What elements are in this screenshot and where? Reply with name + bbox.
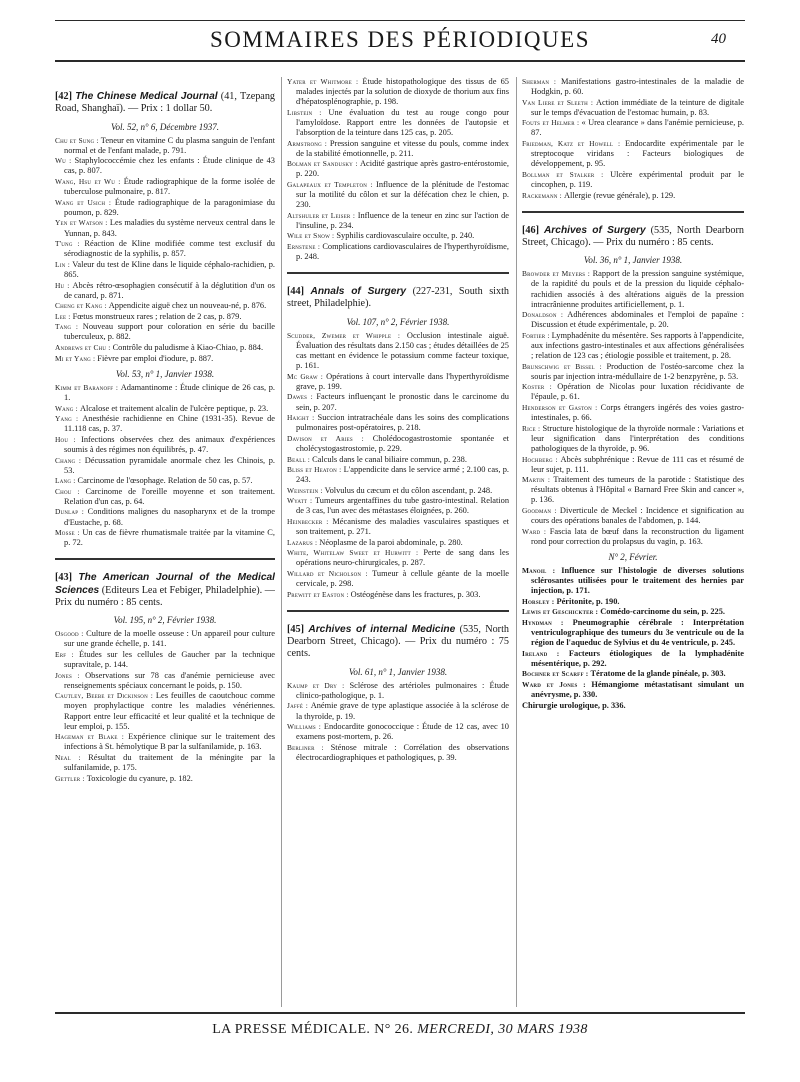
article-entry — [55, 691, 275, 731]
article-authors: Chou : — [55, 486, 86, 496]
article-authors: Sherman : — [522, 77, 561, 86]
article-authors: Donaldson : — [522, 310, 568, 320]
journal-title: The Chinese Medical Journal — [75, 91, 218, 102]
article-authors: Weinstein : — [287, 485, 325, 495]
article-entry — [287, 538, 509, 548]
article-authors: Wang et Usich : — [55, 197, 115, 207]
article-title: Allergie (revue générale), p. 129. — [563, 190, 676, 200]
article-authors: Wang : — [55, 403, 80, 413]
article-entry — [522, 310, 744, 330]
article-title: Chirurgie urologique, p. 336. — [522, 700, 626, 710]
article-authors: Manoil : — [522, 565, 562, 575]
article-entry — [287, 701, 509, 721]
article-title: Manifestations gastro-intestinales de la maladie de Hodgkin, p. 60. — [531, 77, 744, 97]
article-title: Abcès rétro-œsophagien consécutif à la déglutition d'un os de canard, p. 871. — [64, 280, 275, 300]
article-entry — [55, 732, 275, 752]
article-title: Pression sanguine et vitesse du pouls, comme index de la stabilité émotionnelle, p. 211. — [296, 138, 509, 158]
article-entry — [55, 629, 275, 649]
article-title: Production de l'ostéo-sarcome chez la souris par injection intra-médullaire de 1-2 benzpyrène, p. 53. — [531, 361, 744, 381]
article-entry — [522, 403, 744, 423]
article-title: Facteurs influençant le pronostic dans le carcinome du sein, p. 207. — [296, 392, 509, 412]
article-title: Une évaluation du test au rouge congo pour l'amyloïdose. Rapport entre les données de l'autopsie et l'absorption de la teinture dans 125 cas, p. 205. — [296, 107, 509, 137]
issue-label: Vol. 53, n° 1, Janvier 1938. — [115, 368, 215, 379]
article-title: Décussation pyramidale anormale chez les Chinois, p. 53. — [64, 455, 275, 475]
article-entry — [55, 239, 275, 259]
article-authors: Chu et Sung : — [55, 135, 101, 145]
article-title: Étude histopathologique des tissus de 65 malades injectés par la solution de dioxyde de thorium aux fins d'hépatosplénographie, p. 198. — [296, 77, 509, 107]
article-title: Carcinome de l'oreille moyenne et son traitement. Relation d'un cas, p. 64. — [64, 486, 275, 506]
article-title: Fièvre par emploi d'iodure, p. 887. — [97, 353, 214, 363]
footer-date: MERCREDI, 30 MARS 1938 — [417, 1022, 588, 1037]
article-entry — [55, 156, 275, 176]
article-entry — [55, 650, 275, 670]
section-number: [42] — [55, 91, 72, 102]
article-title: Opérations à court intervalle dans l'hyperthyroïdisme grave, p. 199. — [296, 371, 509, 391]
article-title: « Urea clearance » dans l'anémie pernicieuse, p. 87. — [531, 118, 744, 138]
article-entry — [522, 424, 744, 454]
article-authors: Ward : — [522, 526, 550, 536]
article-authors: Van Liere et Sleeth : — [522, 97, 596, 107]
article-entry — [287, 743, 509, 763]
column-divider — [516, 77, 517, 1007]
journal-title: Annals of Surgery — [310, 286, 407, 298]
article-entry — [287, 77, 509, 107]
article-title: Tumeurs argentaffines du tube gastro-intestinal. Relation de 3 cas, l'un avec des métastases éloignées, p. 260. — [296, 496, 509, 516]
article-authors: Haight : — [287, 413, 318, 423]
article-title: Études sur les cellules de Gaucher par la technique supravitale, p. 144. — [64, 650, 275, 670]
article-authors: Ireland : — [522, 648, 569, 658]
article-authors: Libstein : — [287, 107, 329, 117]
article-authors: Kimm et Baranoff : — [55, 382, 121, 392]
article-title: Appendicite aiguë chez un nouveau-né, p. 876. — [108, 301, 267, 311]
section-number: [43] — [55, 572, 72, 584]
footer-publication: LA PRESSE MÉDICALE. N° 26. — [212, 1022, 414, 1037]
article-authors: Jones : — [55, 670, 86, 680]
article-title: Teneur en vitamine C du plasma sanguin de l'enfant normal et de l'enfant malade, p. 791. — [64, 135, 275, 155]
article-entry — [287, 434, 509, 454]
section-heading-43 — [55, 572, 275, 609]
article-title: Succion intratrachéale dans les soins des complications pulmonaires post-opératoires, p. 218. — [296, 413, 509, 433]
article-title: Staphylococcémie chez les enfants : Étude clinique de 43 cas, p. 807. — [64, 156, 275, 176]
article-entry — [287, 108, 509, 138]
article-authors: Fouts et Helmer : — [522, 118, 582, 128]
article-authors: Wile et Snow : — [287, 231, 337, 241]
article-entry — [55, 343, 275, 353]
article-entry — [55, 404, 275, 414]
article-authors: Bliss et Heaton : — [287, 465, 344, 475]
article-entry — [287, 496, 509, 516]
article-entry — [287, 211, 509, 231]
article-entry — [522, 77, 744, 97]
issue-label: Vol. 36, n° 1, Janvier 1938. — [583, 255, 683, 266]
article-authors: Yang : — [55, 414, 83, 424]
article-authors: Hageman et Blake : — [55, 732, 129, 742]
article-authors: Willard et Nicholson : — [287, 569, 373, 579]
section-divider — [55, 558, 275, 560]
article-title: Ulcère expérimental produit par le cincophen, p. 119. — [531, 169, 744, 189]
section-heading-45 — [287, 624, 509, 661]
article-entry — [287, 372, 509, 392]
article-title: Conditions malignes du nasopharynx et de la trompe d'Eustache, p. 68. — [64, 507, 275, 527]
article-authors: Yater et Whitmore : — [287, 77, 363, 86]
article-title: Diverticule de Meckel : Incidence et signification au cours des opérations banales de l'abdomen, p. 144. — [531, 505, 744, 526]
article-entry — [287, 455, 509, 465]
article-entry — [522, 597, 744, 607]
column-divider — [281, 77, 282, 1007]
article-authors: Williams : — [287, 722, 324, 732]
article-entry — [287, 180, 509, 210]
article-entry — [522, 269, 744, 309]
section-divider — [522, 211, 744, 213]
article-entry — [55, 435, 275, 455]
article-title: Culture de la moelle osseuse : Un appareil pour culture sur une grande échelle, p. 141. — [64, 629, 275, 649]
section-divider — [287, 272, 509, 274]
article-authors: Hyndman : — [522, 617, 573, 627]
issue-label: Vol. 107, n° 2, Février 1938. — [346, 316, 450, 327]
article-authors: Horsley : — [522, 596, 557, 606]
article-title: Rapport de la pression sanguine systémique, de la rapidité du pouls et de la pression du liquide céphalo-rachidien associés à des altérations aiguës de la pression intracrânienne produites artificiellement, p. 1. — [531, 269, 744, 309]
article-title: Influence de la teneur en zinc sur l'action de l'insuline, p. 234. — [296, 210, 509, 230]
article-title: Endocardite expérimentale par le streptocoque viridans : Facteurs biologiques de développement, p. 95. — [531, 139, 744, 169]
article-authors: Armstrong : — [287, 138, 330, 148]
article-authors: Galapeaux et Templeton : — [287, 179, 377, 189]
article-title: Adamantinome : Étude clinique de 26 cas, p. 1. — [64, 382, 275, 402]
article-list — [287, 681, 509, 763]
article-authors: Jaffé : — [287, 701, 311, 711]
article-entry — [522, 170, 744, 190]
article-entry — [287, 722, 509, 742]
article-title: Cholédocogastrostomie spontanée et cholécystogastrostomie, p. 229. — [296, 433, 509, 453]
article-entry — [287, 139, 509, 159]
article-title: Action immédiate de la teinture de digitale sur le temps d'évacuation de l'estomac humain, p. 83. — [531, 97, 744, 117]
article-authors: Hu : — [55, 280, 73, 290]
article-entry — [55, 487, 275, 507]
article-list — [55, 629, 275, 783]
article-authors: Hochberg : — [522, 454, 561, 464]
article-authors: Dunlap : — [55, 507, 88, 517]
article-entry — [55, 312, 275, 322]
article-authors: Lewis et Geschickter : — [522, 607, 601, 617]
article-entry — [522, 701, 744, 711]
article-title: Résultat du traitement de la méningite par la sulfanilamide, p. 175. — [64, 752, 275, 773]
journal-details: (Editeurs Lea et Febiger, Philadelphie). — Prix du numéro : 85 cents. — [55, 584, 275, 608]
article-authors: Friedman, Katz et Howell : — [522, 139, 625, 149]
article-title: L'appendicite dans le service armé ; 2.100 cas, p. 243. — [296, 465, 509, 485]
article-title: Complications cardiovasculaires de l'hyperthyroïdisme, p. 248. — [296, 242, 509, 262]
article-entry — [55, 301, 275, 311]
article-entry — [287, 681, 509, 701]
article-authors: Lee : — [55, 311, 73, 321]
article-title: Anesthésie rachidienne en Chine (1931-35). Revue de 11.118 cas, p. 37. — [64, 414, 275, 434]
article-title: Acidité gastrique après gastro-entérostomie, p. 220. — [296, 159, 509, 179]
article-title: Calculs dans le canal biliaire commun, p. 238. — [312, 454, 467, 464]
article-entry — [522, 680, 744, 700]
section-heading-42 — [55, 91, 275, 116]
article-title: Sténose mitrale : Corrélation des observations électrocardiographiques et pathologiques, p. 39. — [296, 742, 509, 762]
article-authors: Erf : — [55, 650, 80, 660]
article-entry — [55, 218, 275, 238]
issue-label: Vol. 195, n° 2, Février 1938. — [113, 615, 217, 626]
article-authors: Mc Graw : — [287, 371, 327, 381]
article-authors: Heinbecker : — [287, 517, 333, 527]
article-entry — [55, 177, 275, 197]
article-authors: Hou : — [55, 434, 82, 444]
article-entry — [287, 548, 509, 568]
article-entry — [55, 322, 275, 342]
article-title: Carcinome de l'œsophage. Relation de 50 cas, p. 57. — [77, 476, 253, 486]
article-authors: Brunschwig et Bissel : — [522, 361, 607, 371]
article-entry — [522, 118, 744, 138]
article-title: Observations sur 78 cas d'anémie pernicieuse avec renseignements spéciaux concernant le poids, p. 150. — [64, 670, 275, 690]
article-authors: Mosse : — [55, 528, 83, 538]
article-entry — [287, 569, 509, 589]
header-rule-top — [55, 20, 745, 21]
article-title: Étude radiographique de la paragonimiase du poumon, p. 829. — [64, 197, 275, 217]
article-authors: Bolman et Sandusky : — [287, 159, 360, 169]
footer — [0, 1022, 800, 1038]
article-authors: Lang : — [55, 476, 78, 486]
article-entry — [55, 260, 275, 280]
article-entry — [287, 413, 509, 433]
article-entry — [55, 774, 275, 784]
article-entry — [522, 191, 744, 201]
journal-details: (535, North Dearborn Street, Chicago). — Prix du numéro : 85 cents. — [522, 224, 744, 248]
article-entry — [522, 566, 744, 596]
article-title: Corps étrangers ingérés des voies gastro-intestinales, p. 66. — [531, 403, 744, 423]
article-authors: Ward et Jones : — [522, 679, 592, 689]
article-authors: Lin : — [55, 259, 73, 269]
article-entry — [522, 475, 744, 505]
article-entry — [522, 331, 744, 361]
article-authors: Yen et Watson : — [55, 218, 110, 228]
article-title: Sclérose des artérioles pulmonaires : Étude clinico-pathologique, p. 1. — [296, 680, 509, 700]
article-list — [522, 269, 744, 547]
article-title: Adhérences abdominales et l'emploi de papaïne : Discussion et étude expérimentale, p. 20. — [531, 310, 744, 330]
article-authors: Martin : — [522, 475, 554, 485]
article-title: Ostéogénèse dans les fractures, p. 303. — [350, 589, 481, 599]
article-authors: Mi et Yang : — [55, 353, 98, 363]
article-authors: Goodman : — [522, 505, 560, 515]
article-title: Les feuilles de caoutchouc comme moyen prophylactique contre les maladies vénériennes. Rapport entre leur efficacité et leur qualité et la technique de leur emploi, p. 155. — [64, 691, 275, 731]
article-entry — [287, 590, 509, 600]
article-entry — [55, 753, 275, 773]
article-title: Lymphadénite du mésentère. Ses rapports à l'appendicite, aux infections gastro-intestinales et aux affections généralisées ; relation de 123 cas ; étiologie possible et traitement, p. 28. — [531, 330, 744, 361]
article-authors: Cheng et Kang : — [55, 301, 109, 311]
page-number: 40 — [711, 31, 726, 47]
article-authors: Fortier : — [522, 330, 552, 340]
article-title: Volvulus du cæcum et du côlon ascendant, p. 248. — [324, 485, 493, 495]
article-entry — [287, 159, 509, 179]
article-entry — [522, 506, 744, 526]
article-entry — [522, 362, 744, 382]
journal-title: Archives of Surgery — [543, 224, 646, 236]
article-title: Syphilis cardiovasculaire occulte, p. 240. — [336, 231, 475, 241]
article-authors: Neal : — [55, 752, 89, 762]
article-title: Endocardite gonococcique : Étude de 12 cas, avec 10 examens post-mortem, p. 26. — [296, 722, 509, 742]
section-number: [46] — [522, 224, 539, 236]
article-authors: Chang : — [55, 455, 85, 465]
section-number: [45] — [287, 623, 304, 635]
article-title: Péritonite, p. 190. — [556, 596, 620, 606]
article-list — [522, 77, 744, 201]
article-authors: Bochner et Scarff : — [522, 669, 591, 679]
article-entry — [522, 649, 744, 669]
article-authors: Henderson et Gaston : — [522, 403, 601, 413]
article-authors: Rice : — [522, 423, 543, 433]
article-entry — [55, 414, 275, 434]
journal-details: (227-231, South sixth street, Philadelphie). — [287, 286, 509, 310]
article-entry — [287, 231, 509, 241]
article-title: Anémie grave de type aplastique associée à la sclérose de la thyroïde, p. 19. — [296, 701, 509, 721]
article-entry — [55, 476, 275, 486]
article-entry — [522, 618, 744, 648]
article-entry — [522, 455, 744, 475]
section-heading-44 — [287, 286, 509, 311]
article-entry — [522, 382, 744, 402]
article-title: Structure histologique de la thyroïde normale : Variations et leur signification dans l'interprétation des conditions pathologiques de la thyroïde, p. 96. — [531, 423, 744, 453]
article-authors: Wang, Hsu et Wu : — [55, 177, 124, 187]
article-authors: Andrews et Chu : — [55, 343, 113, 353]
article-list — [522, 566, 744, 711]
article-title: Tumeur à cellule géante de la moelle cervicale, p. 298. — [296, 569, 509, 589]
article-title: Fascia lata de bœuf dans la reconstruction du ligament rond pour correction du prolapsus du vagin, p. 163. — [531, 526, 744, 546]
journal-title: Archives of internal Medicine — [308, 623, 456, 635]
article-title: Tératome de la glande pinéale, p. 303. — [590, 669, 726, 679]
article-title: Traitement des tumeurs de la parotide : Statistique des résultats obtenus à l'Hôpital « Barnard Free Skin and cancer », p. 136. — [531, 475, 744, 505]
journal-details: (535, North Dearborn Street, Chicago). — Prix du numéro : 75 cents. — [287, 623, 509, 660]
article-entry — [287, 242, 509, 262]
article-authors: Prewitt et Easton : — [287, 589, 351, 599]
journal-title: The American Journal of the Medical Sciences — [55, 572, 275, 596]
article-authors: Beall : — [287, 454, 313, 464]
issue-label: Vol. 61, n° 1, Janvier 1938. — [348, 666, 448, 677]
article-entry — [287, 392, 509, 412]
article-title: Hémangiome métastatisant simulant un anévrysme, p. 330. — [531, 679, 744, 700]
article-entry — [55, 281, 275, 301]
article-authors: Ernstene : — [287, 242, 323, 251]
article-entry — [287, 517, 509, 537]
article-title: Perte de sang dans les opérations neuro-chirurgicales, p. 287. — [296, 548, 509, 568]
issue-label: N° 2, Février. — [608, 551, 658, 562]
article-entry — [522, 669, 744, 679]
article-entry — [55, 528, 275, 548]
article-entry — [287, 486, 509, 496]
article-entry — [55, 671, 275, 691]
article-authors: Altshuler et Leiser : — [287, 210, 358, 220]
column-2 — [287, 77, 509, 1007]
article-entry — [287, 465, 509, 485]
article-authors: T'ung : — [55, 239, 85, 249]
article-list — [55, 383, 275, 549]
article-title: Étude radiographique de la forme isolée de tuberculose pulmonaire, p. 817. — [64, 177, 275, 197]
article-title: Opération de Nicolas pour luxation récidivante de l'épaule, p. 61. — [531, 382, 744, 402]
section-divider — [287, 610, 509, 612]
article-authors: White, Whitelaw Sweet et Hurwitt : — [287, 548, 424, 558]
article-entry — [522, 98, 744, 118]
article-authors: Osgood : — [55, 629, 87, 639]
article-entry — [55, 383, 275, 403]
article-title: Alcalose et traitement alcalin de l'ulcère peptique, p. 23. — [79, 403, 269, 413]
section-number: [44] — [287, 286, 304, 298]
article-list — [55, 136, 275, 364]
column-3 — [522, 77, 744, 1007]
article-title: Mécanisme des maladies vasculaires spastiques et son traitement, p. 271. — [296, 517, 509, 537]
article-title: Comédo-carcinome du sein, p. 225. — [600, 607, 725, 617]
article-entry — [55, 354, 275, 364]
article-title: Les maladies du système nerveux central dans le Yunnan, p. 843. — [64, 218, 275, 238]
article-authors: Davison et Aries : — [287, 433, 373, 443]
article-authors: Tang : — [55, 322, 83, 332]
article-title: Facteurs étiologiques de la lymphadénite mésentérique, p. 292. — [531, 648, 744, 668]
article-authors: Gettler : — [55, 773, 87, 783]
article-authors: Wu : — [55, 156, 75, 166]
column-1 — [55, 77, 275, 1007]
article-entry — [287, 331, 509, 371]
section-heading-46 — [522, 225, 744, 250]
article-list — [287, 331, 509, 600]
article-authors: Dawes : — [287, 392, 317, 402]
article-title: Un cas de fièvre rhumatismale traitée par la vitamine C, p. 72. — [64, 528, 275, 548]
article-title: Nouveau support pour coloration en série du bacille tuberculeux, p. 882. — [64, 322, 275, 342]
article-authors: Kaump et Dry : — [287, 680, 350, 690]
article-title: Contrôle du paludisme à Kiao-Chiao, p. 884. — [112, 343, 264, 353]
article-title: Influence sur l'histologie de diverses solutions sclérosantes utilisées pour le traitement des hernies par injection, p. 171. — [531, 565, 744, 596]
article-authors: Browder et Meyers : — [522, 269, 593, 279]
journal-details: (41, Tzepang Road, Shanghaï). — Prix : 1 dollar 50. — [55, 91, 275, 115]
article-title: Fœtus monstrueux rares ; relation de 2 cas, p. 879. — [72, 311, 242, 321]
article-title: Abcès subphrénique : Revue de 111 cas et résumé de leur sujet, p. 111. — [531, 454, 744, 474]
article-authors: Cautley, Beebe et Dickinson : — [55, 691, 156, 701]
article-entry — [522, 607, 744, 617]
article-title: Expérience clinique sur le traitement des infections à St. hémolytique B par la sulfanilamide, p. 163. — [64, 732, 275, 752]
article-authors: Scudder, Zwemer et Whipple : — [287, 330, 407, 340]
article-title: Pneumographie cérébrale : Interprétation ventriculographique des tumeurs du 3e ventricule ou de la région de l'aqueduc de Sylvius et du 4e ventricule, p. 245. — [531, 617, 744, 648]
article-entry — [55, 507, 275, 527]
issue-label: Vol. 52, n° 6, Décembre 1937. — [111, 121, 219, 132]
article-authors: Koster : — [522, 382, 558, 392]
article-entry — [55, 136, 275, 156]
article-title: Réaction de Kline modifiée comme test exclusif du sérodiagnostic de la syphilis, p. 857. — [64, 239, 275, 259]
page-title: SOMMAIRES DES PÉRIODIQUES — [210, 27, 590, 52]
article-title: Influence de la plénitude de l'estomac sur la motilité du côlon et sur la défécation chez le chien, p. 230. — [296, 179, 509, 210]
article-entry — [55, 198, 275, 218]
article-title: Occlusion intestinale aiguë. Évaluation des résultats dans 2.150 cas ; études détaillées de 25 cas mettant en évidence le potassium comme facteur toxique, p. 161. — [296, 330, 509, 371]
article-title: Toxicologie du cyanure, p. 182. — [86, 773, 193, 783]
article-authors: Wyatt : — [287, 496, 315, 506]
header-rule-bottom — [55, 60, 745, 62]
article-entry — [522, 139, 744, 169]
article-entry — [522, 527, 744, 547]
article-authors: Berliner : — [287, 742, 331, 752]
footer-rule — [55, 1012, 745, 1014]
article-title: Néoplasme de la paroi abdominale, p. 280. — [319, 537, 463, 547]
article-authors: Rackemann : — [522, 190, 564, 200]
article-authors: Bollman et Stalker : — [522, 169, 611, 179]
article-title: Valeur du test de Kline dans le liquide céphalo-rachidien, p. 865. — [64, 259, 275, 279]
article-entry — [55, 456, 275, 476]
article-list — [287, 77, 509, 262]
article-authors: Lazarus : — [287, 537, 320, 547]
article-title: Infections observées chez des animaux d'expériences soumis à des régimes non équilibrés, p. 47. — [64, 434, 275, 454]
